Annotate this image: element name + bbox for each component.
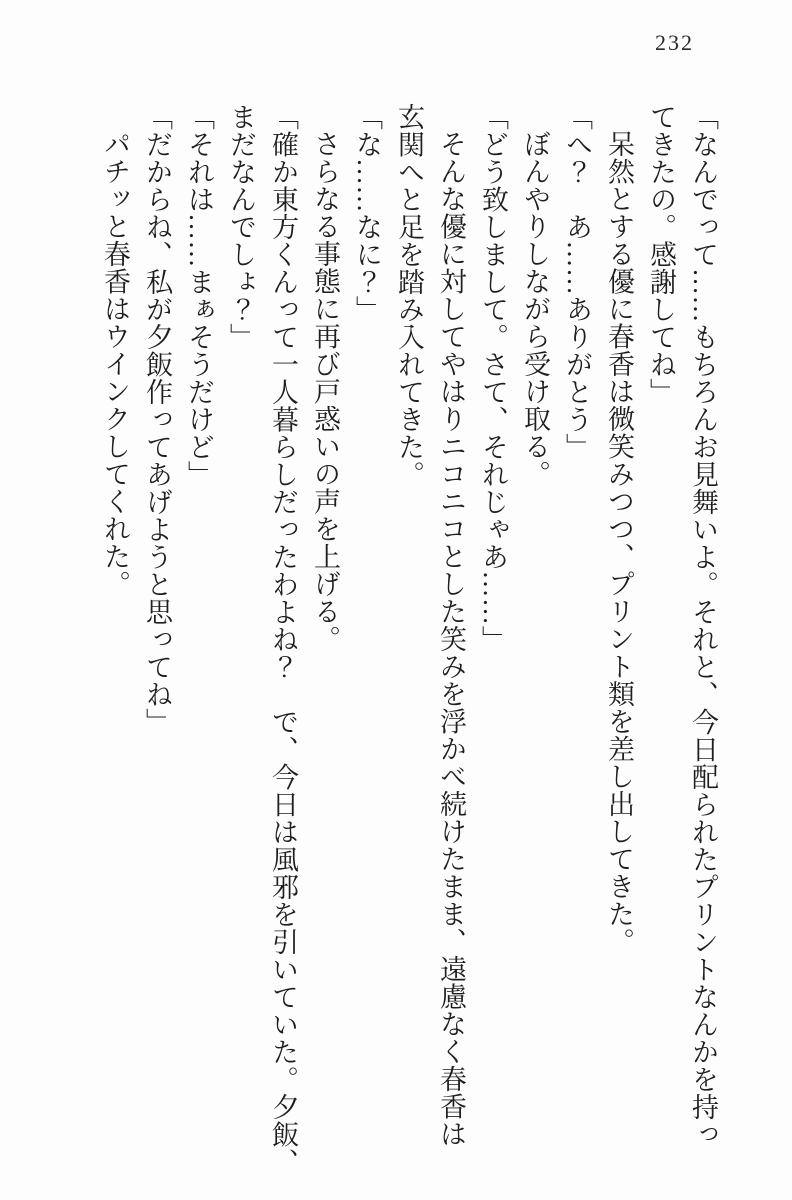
text-line: ぼんやりしながら受け取る。	[520, 130, 550, 488]
text-line: 呆然とする優に春香は微笑みつつ、プリント類を差し出してきた。	[604, 130, 634, 955]
text-line: そんな優に対してやはりニコニコとした笑みを浮かべ続けたまま、遠慮なく春香は	[436, 130, 466, 1148]
page-number: 232	[655, 30, 694, 55]
text-line: 「へ？ あ……ありがとう」	[562, 103, 592, 461]
text-line: さらなる事態に再び戸惑いの声を上げる。	[310, 130, 340, 653]
text-line: 「な……なに？」	[352, 103, 382, 323]
text-line: 「それは……まぁそうだけど」	[184, 103, 214, 488]
text-line: 「なんでって……もちろんお見舞いよ。それと、今日配られたプリントなんかを持っ	[688, 103, 718, 1148]
text-line: 玄関へと足を踏み入れてきた。	[394, 103, 424, 488]
text-line: まだなんでしょ？」	[226, 103, 256, 351]
text-line: 「だからね、私が夕飯作ってあげようと思ってね」	[142, 103, 172, 736]
text-line: パチッと春香はウインクしてくれた。	[100, 130, 130, 598]
text-line: 「確か東方くんって一人暮らしだったわよね？ で、今日は風邪を引いていた。夕飯、	[268, 103, 298, 1176]
text-line: てきたの。感謝してね」	[646, 103, 676, 406]
body-text	[94, 103, 724, 1178]
text-line: 「どう致しまして。さて、それじゃあ……」	[478, 103, 508, 653]
